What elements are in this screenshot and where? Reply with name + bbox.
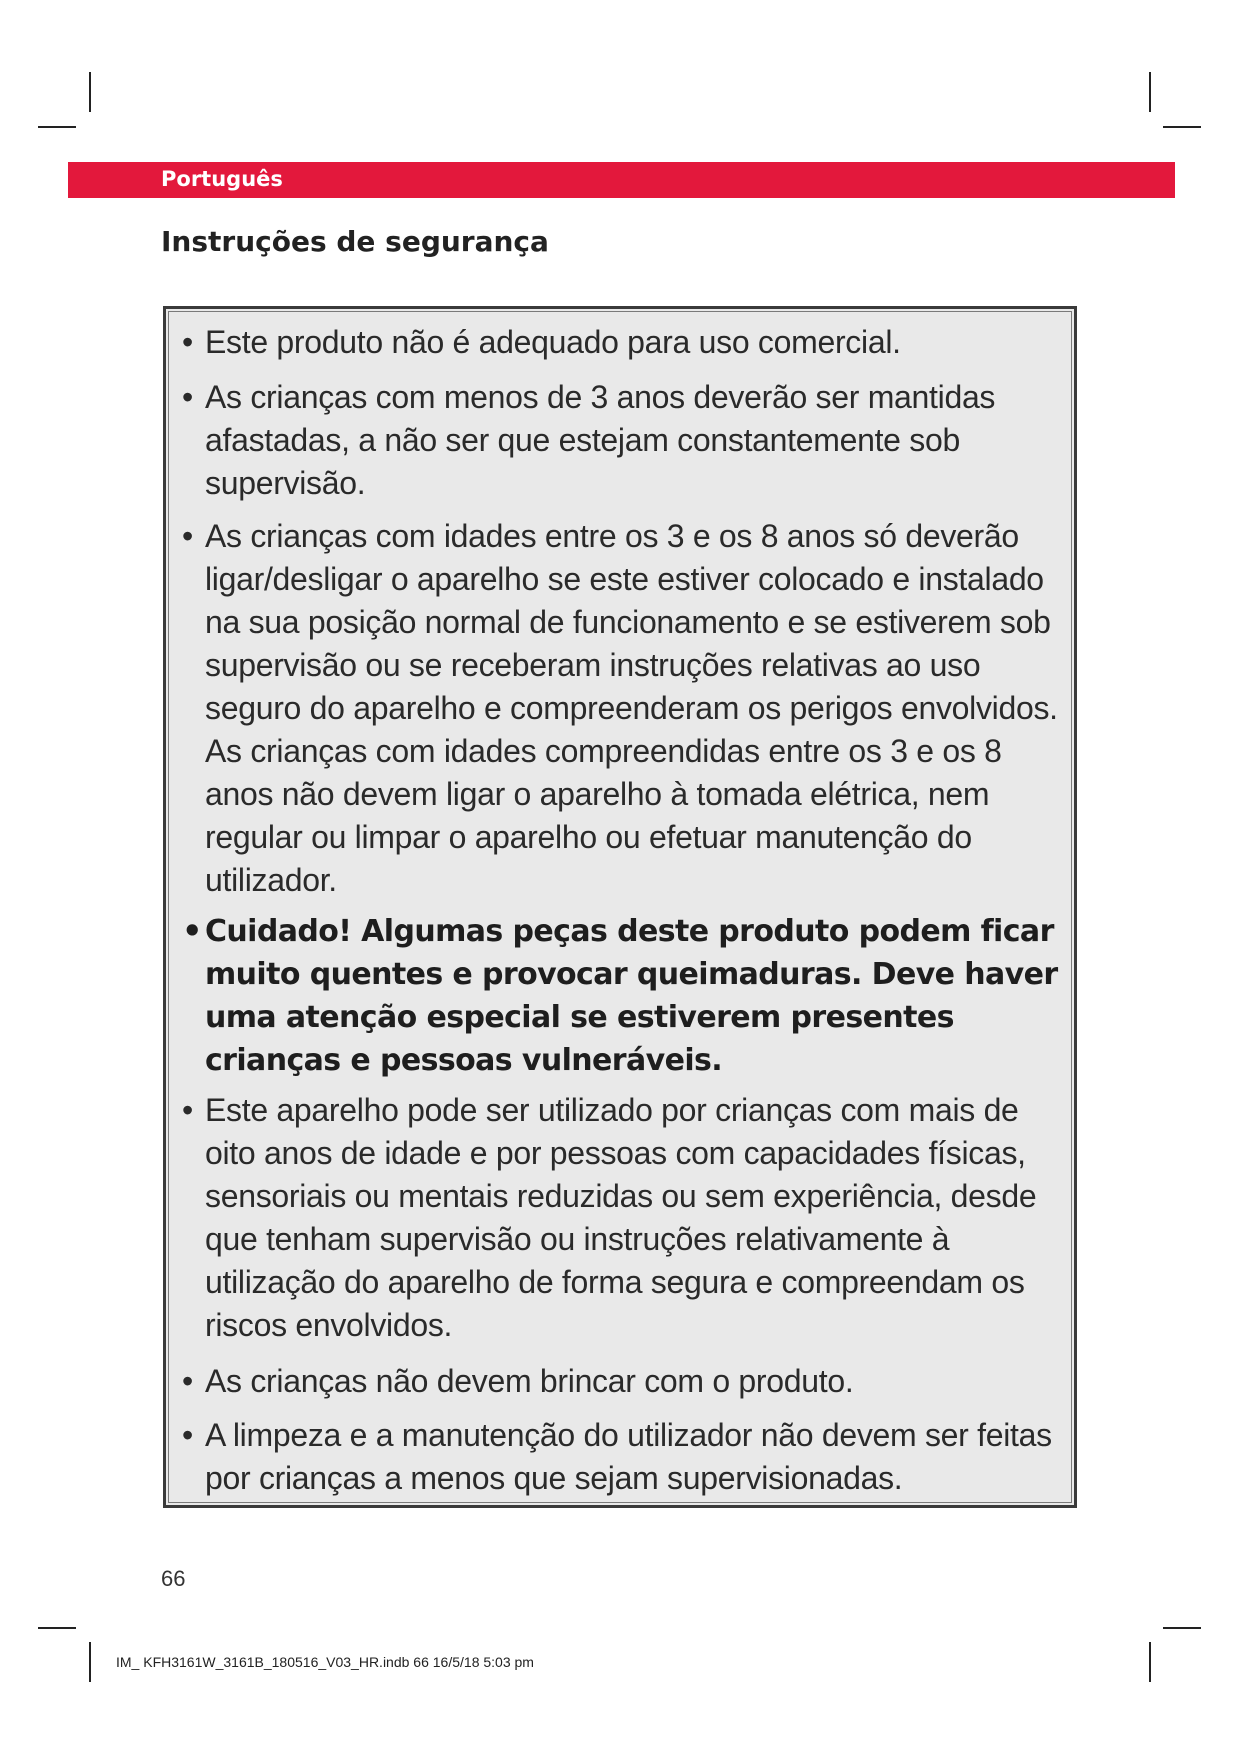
list-item xyxy=(182,1414,1062,1500)
list-item-text: As crianças com idades entre os 3 e os 8 anos só deverão ligar/desligar o aparelho se este estiver colocado e instalado na sua posição normal de funcionamento e se estiverem sob supervisão ou se receberam instruções relativas ao uso seguro do aparelho e compreenderam os perigos envolvidos. As crianças com idades compreendidas entre os 3 e os 8 anos não devem ligar o aparelho à tomada elétrica, nem regular ou limpar o aparelho ou efetuar manutenção do utilizador. xyxy=(205,518,1058,898)
list-item-text: Este aparelho pode ser utilizado por crianças com mais de oito anos de idade e por pessoas com capacidades físicas, sensoriais ou mentais reduzidas ou sem experiência, desde que tenham supervisão ou instruções relativamente à utilização do aparelho de forma segura e compreendam os riscos envolvidos. xyxy=(205,1092,1037,1343)
bullet-icon: • xyxy=(182,379,193,415)
language-bar xyxy=(68,162,1175,198)
crop-mark xyxy=(38,126,76,128)
crop-mark xyxy=(1149,1642,1151,1682)
language-label: Português xyxy=(161,167,283,191)
warning-text: Cuidado! Algumas peças deste produto podem ficar muito quentes e provocar queimaduras. Deve haver uma atenção especial se estiverem presentes crianças e pessoas vulneráveis. xyxy=(205,914,1058,1078)
list-item xyxy=(182,515,1062,902)
crop-mark xyxy=(89,72,91,112)
crop-mark xyxy=(38,1627,76,1629)
crop-mark xyxy=(89,1642,91,1682)
list-item-text: As crianças não devem brincar com o produto. xyxy=(205,1363,854,1399)
list-item xyxy=(182,321,1062,364)
page-number: 66 xyxy=(161,1566,186,1591)
section-title: Instruções de segurança xyxy=(161,225,549,258)
list-item xyxy=(182,1089,1062,1347)
list-item xyxy=(182,376,1062,505)
list-item-warning xyxy=(182,910,1062,1082)
crop-mark xyxy=(1163,126,1201,128)
crop-mark xyxy=(1163,1627,1201,1629)
bullet-icon: • xyxy=(182,1363,193,1399)
bullet-icon: • xyxy=(182,1417,193,1453)
list-item-text: Este produto não é adequado para uso comercial. xyxy=(205,324,901,360)
safety-instructions-box xyxy=(163,306,1077,1508)
bullet-icon: • xyxy=(182,324,193,360)
list-item-text: As crianças com menos de 3 anos deverão ser mantidas afastadas, a não ser que estejam constantemente sob supervisão. xyxy=(205,379,996,501)
list-item xyxy=(182,1360,1062,1403)
bullet-icon: • xyxy=(182,912,202,950)
bullet-icon: • xyxy=(182,1092,193,1128)
bullet-icon: • xyxy=(182,518,193,554)
list-item-text: A limpeza e a manutenção do utilizador não devem ser feitas por crianças a menos que sejam supervisionadas. xyxy=(205,1417,1052,1496)
crop-mark xyxy=(1149,72,1151,112)
print-slug: IM_ KFH3161W_3161B_180516_V03_HR.indb 66 16/5/18 5:03 pm xyxy=(116,1654,534,1670)
